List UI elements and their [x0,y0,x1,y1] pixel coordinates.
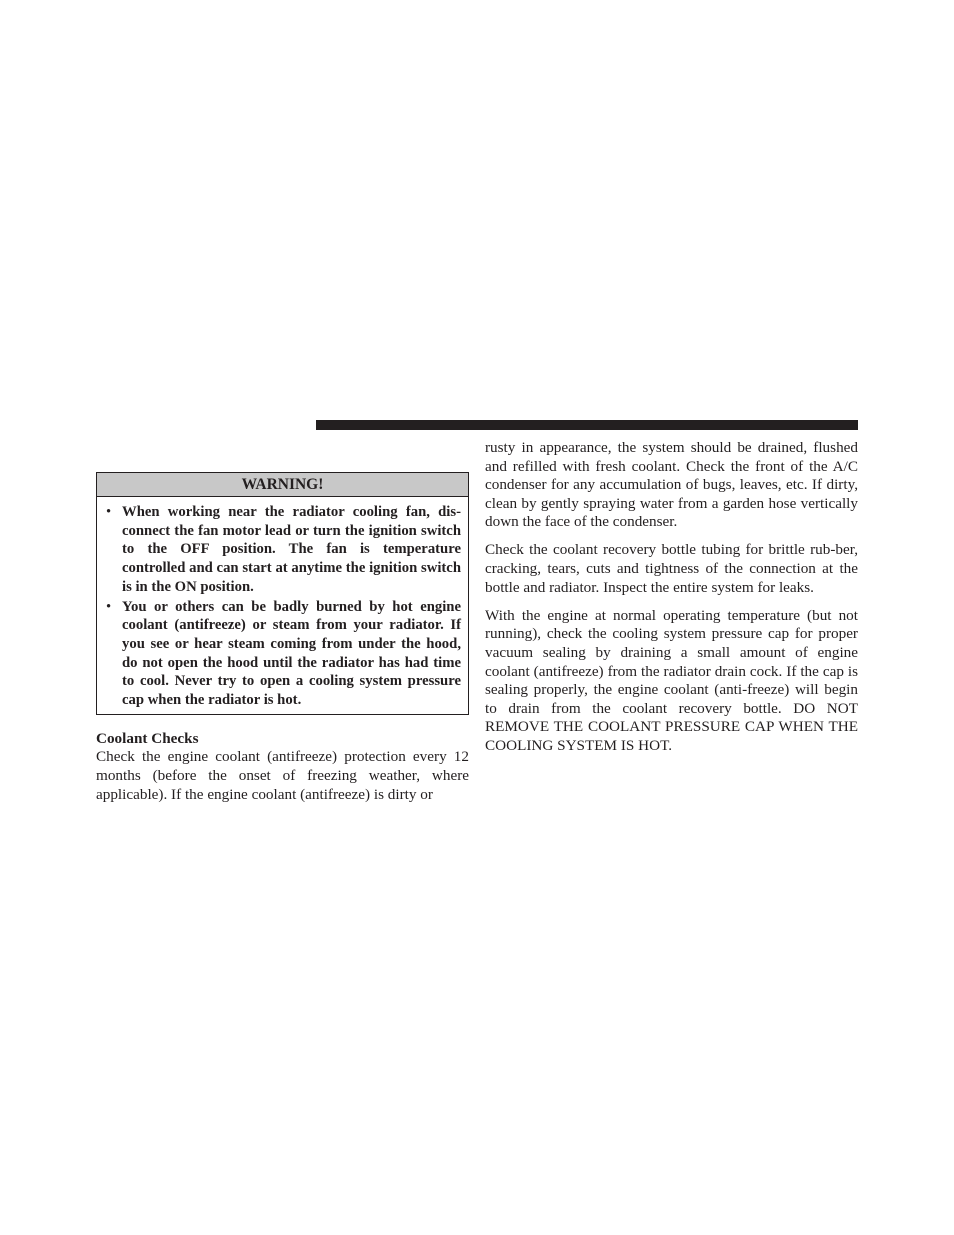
paragraph-recovery-bottle: Check the coolant recovery bottle tubing for brittle rub-ber, cracking, tears, cuts and tightness of the connection at the bottle and radiator. Inspect the entire system for leaks. [485,541,858,596]
bullet-icon: • [106,504,112,520]
bullet-icon: • [106,598,112,615]
left-column [96,472,469,804]
warning-item-fan [106,503,461,597]
paragraph-pressure-cap: With the engine at normal operating temperature (but not running), check the cooling system pressure cap for proper vacuum sealing by draining a small amount of engine coolant (antifreeze) from the radiator drain cock. If the cap is sealing properly, the engine coolant (anti-freeze) will begin to drain from the coolant recovery bottle. DO NOT REMOVE THE COOLANT PRESSURE CAP WHEN THE COOLING SYSTEM IS HOT. [485,606,858,754]
warning-box [96,472,469,715]
coolant-checks-paragraph: Check the engine coolant (antifreeze) protection every 12 months (before the onset of freezing weather, where applicable). If the engine coolant (antifreeze) is dirty or [96,748,469,803]
paragraph-rusty: rusty in appearance, the system should be drained, flushed and refilled with fresh coolant. Check the front of the A/C condenser for any accumulation of bugs, leaves, etc. If dirty, clean by gently spraying water from a garden hose vertically down the face of the condenser. [485,439,858,531]
warning-list [97,497,468,714]
warning-item-text: When working near the radiator cooling fan, dis-connect the fan motor lead or turn the ignition switch to the OFF position. The fan is temperature controlled and can start at anytime the ignition switch is in the ON position. [122,504,461,595]
warning-title: WARNING! [97,473,468,497]
right-column [485,439,858,756]
warning-item-burn [106,598,461,710]
section-heading-coolant-checks: Coolant Checks [96,729,199,747]
header-rule [316,420,858,430]
warning-item-text: You or others can be badly burned by hot engine coolant (antifreeze) or steam from your radiator. If you see or hear steam coming from under the hood, do not open the hood until the radiator has had time to cool. Never try to open a cooling system pressure cap when the radiator is hot. [122,598,461,709]
